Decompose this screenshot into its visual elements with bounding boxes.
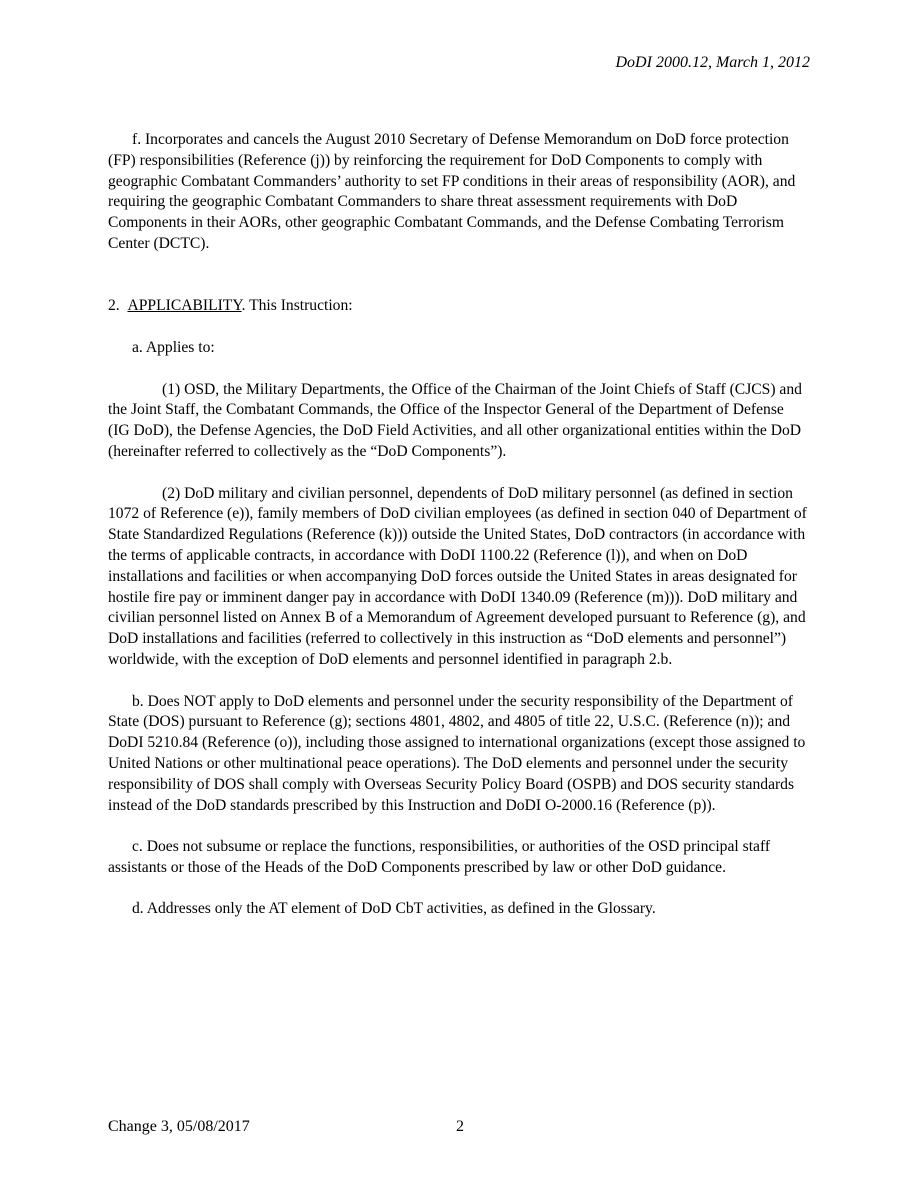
document-body xyxy=(108,130,808,920)
page-number: 2 xyxy=(456,1118,464,1135)
paragraph-2a: a. Applies to: xyxy=(132,338,215,356)
footer-change-note: Change 3, 05/08/2017 xyxy=(108,1118,250,1135)
section-intro: . This Instruction: xyxy=(241,297,353,315)
paragraph-2d: d. Addresses only the AT element of DoD CbT activities, as defined in the Glossary. xyxy=(132,900,656,918)
paragraph-2c: c. Does not subsume or replace the functions, responsibilities, or authorities of the OSD principal staff assistants or those of the Heads of the DoD Components prescribed by law or other DoD guidance. xyxy=(108,838,771,876)
paragraph-1f: f. Incorporates and cancels the August 2010 Secretary of Defense Memorandum on DoD force protection (FP) responsibilities (Reference (j)) by reinforcing the requirement for DoD Components to comply with geographic Combatant Commanders’ authority to set FP conditions in their areas of responsibility (AOR), and requiring the geographic Combatant Commanders to share threat assessment requirements with DoD Components in their AORs, other geographic Combatant Commands, and the Defense Combating Terrorism Center (DCTC). xyxy=(108,131,796,252)
section-2-heading xyxy=(108,296,808,317)
running-header: DoDI 2000.12, March 1, 2012 xyxy=(615,54,810,71)
section-number: 2. xyxy=(108,297,120,315)
paragraph-2b: b. Does NOT apply to DoD elements and personnel under the security responsibility of the Department of State (DOS) pursuant to Reference (g); sections 4801, 4802, and 4805 of title 22, U.S.C. (Reference (n)); and DoDI 5210.84 (Reference (o)), including those assigned to international organizations (except those assigned to United Nations or other multinational peace operations). The DoD elements and personnel under the security responsibility of DOS shall comply with Overseas Security Policy Board (OSPB) and DOS security standards instead of the DoD standards prescribed by this Instruction and DoDI O-2000.16 (Reference (p)). xyxy=(108,692,806,814)
paragraph-2a1: (1) OSD, the Military Departments, the Office of the Chairman of the Joint Chiefs of Staff (CJCS) and the Joint Staff, the Combatant Commands, the Office of the Inspector General of the Department of Defense (IG DoD), the Defense Agencies, the DoD Field Activities, and all other organizational entities within the DoD (hereinafter referred to collectively as the “DoD Components”). xyxy=(108,380,802,460)
paragraph-2a2: (2) DoD military and civilian personnel, dependents of DoD military personnel (as defined in section 1072 of Reference (e)), family members of DoD civilian employees (as defined in section 040 of Department of State Standardized Regulations (Reference (k))) outside the United States, DoD contractors (in accordance with the terms of applicable contracts, in accordance with DoDI 1100.22 (Reference (l)), and when on DoD installations and facilities or when accompanying DoD forces outside the United States in areas designated for hostile fire pay or imminent danger pay in accordance with DoDI 1340.09 (Reference (m))). DoD military and civilian personnel listed on Annex B of a Memorandum of Agreement developed pursuant to Reference (g), and DoD installations and facilities (referred to collectively in this instruction as “DoD elements and personnel”) worldwide, with the exception of DoD elements and personnel identified in paragraph 2.b. xyxy=(108,484,807,668)
section-title-applicability: APPLICABILITY xyxy=(127,297,242,315)
